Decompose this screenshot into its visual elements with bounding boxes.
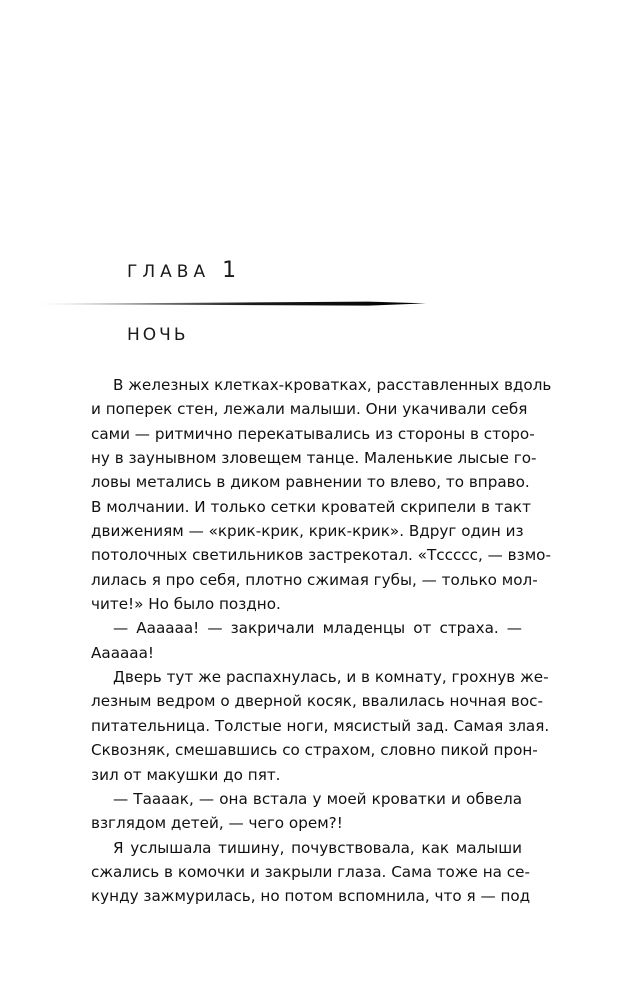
body-line: кунду зажмурилась, но потом вспомнила, что я — под (91, 887, 531, 906)
body-line: — Таааак, — она встала у моей кроватки и обвела (113, 789, 522, 808)
body-line: потолочных светильников застрекотал. «Тссссс, — взмо- (91, 546, 551, 565)
body-line: Сквозняк, смешавшись со страхом, словно пикой прон- (91, 741, 538, 760)
body-line: Аааааа! (91, 643, 155, 662)
body-line: Дверь тут же распахнулась, и в комнату, грохнув же- (113, 668, 549, 687)
chapter-heading-word: ГЛАВА (127, 262, 211, 282)
chapter-subtitle: НОЧЬ (127, 325, 189, 345)
body-line: В железных клетках-кроватках, расставленных вдоль (113, 376, 552, 394)
chapter-divider-rule (38, 301, 426, 306)
chapter-heading (127, 258, 236, 283)
body-line: лилась я про себя, плотно сжимая губы, — только мол- (91, 570, 538, 589)
body-line: В молчании. И только сетки кроватей скрипели в такт (91, 497, 531, 516)
body-line: сжались в комочки и закрыли глаза. Сама тоже на се- (91, 862, 530, 881)
chapter-number: 1 (222, 258, 237, 283)
body-line: взглядом детей, — чего орем?! (91, 814, 343, 833)
body-line: сами — ритмично перекатывались из стороны в сторо- (91, 424, 535, 443)
body-line: — Аааааа! — закричали младенцы от страха. — (113, 619, 522, 638)
body-text (91, 373, 552, 909)
body-line: чите!» Но было поздно. (91, 595, 281, 614)
body-line: движениям — «крик-крик, крик-крик». Вдруг один из (91, 522, 524, 541)
body-line: Я услышала тишину, почувствовала, как малыши (113, 838, 522, 857)
body-line: лезным ведром о дверной косяк, ввалилась ночная вос- (91, 692, 543, 711)
body-line: и поперек стен, лежали малыши. Они укачивали себя (91, 400, 528, 419)
body-line: ловы метались в диком равнении то влево, то вправо. (91, 473, 530, 492)
body-line: ну в заунывном зловещем танце. Маленькие лысые го- (91, 449, 537, 468)
body-line: питательница. Толстые ноги, мясистый зад. Самая злая. (91, 716, 550, 735)
body-line: зил от макушки до пят. (91, 765, 281, 784)
